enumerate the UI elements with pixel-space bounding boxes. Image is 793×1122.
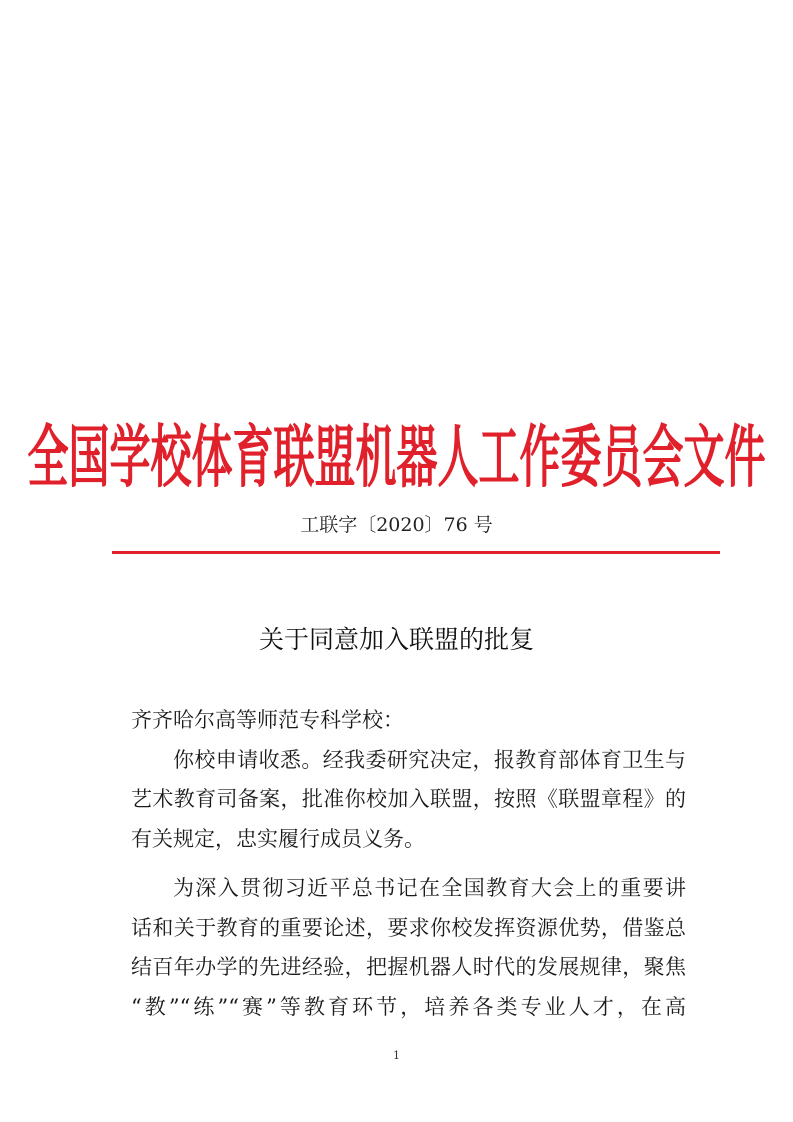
paragraph-1-line-2: 艺术教育司备案，批准你校加入联盟，按照《联盟章程》的: [131, 787, 686, 811]
red-divider-rule: [112, 551, 720, 554]
issuer-header-title: 全国学校体育联盟机器人工作委员会文件: [27, 417, 766, 497]
paragraph-2-line-2: 话和关于教育的重要论述，要求你校发挥资源优势，借鉴总: [131, 915, 686, 940]
document-body: [131, 701, 686, 1027]
document-number: 工联字〔2020〕76 号: [300, 514, 493, 536]
paragraph-1-line-3: 有关规定，忠实履行成员义务。: [131, 826, 425, 851]
document-subject-title: 关于同意加入联盟的批复: [258, 625, 534, 654]
page-number: 1: [393, 1049, 400, 1062]
paragraph-1-line-1: 你校申请收悉。经我委研究决定，报教育部体育卫生与: [173, 747, 686, 772]
paragraph-2-line-1: 为深入贯彻习近平总书记在全国教育大会上的重要讲: [173, 876, 686, 900]
paragraph-2-line-3: 结百年办学的先进经验，把握机器人时代的发展规律，聚焦: [131, 955, 686, 979]
recipient-line: 齐齐哈尔高等师范专科学校：: [131, 708, 404, 732]
paragraph-gap: [131, 859, 686, 869]
paragraph-2-line-4: “教”“练”“赛”等教育环节，培养各类专业人才，在高: [131, 994, 686, 1019]
